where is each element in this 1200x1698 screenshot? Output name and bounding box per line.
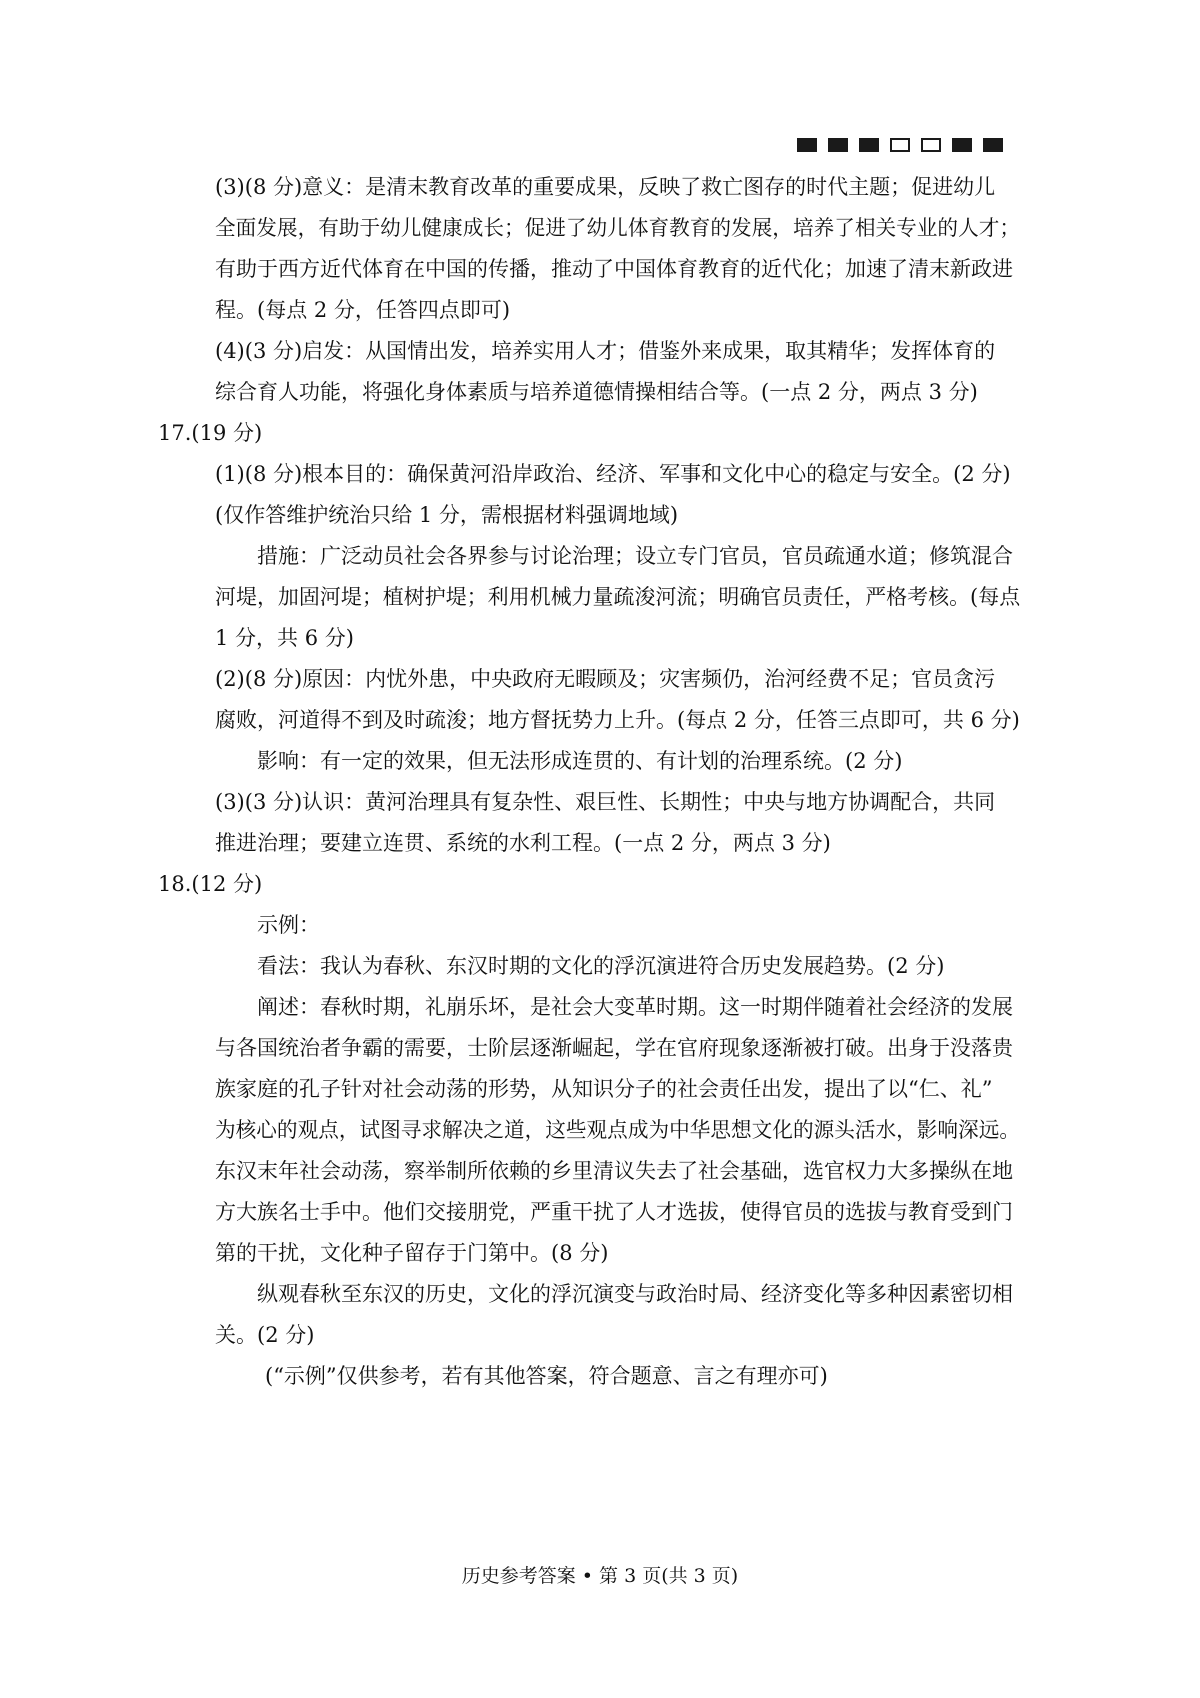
mark-7 [983, 138, 1003, 152]
text-line: 河堤，加固河堤；植树护堤；利用机械力量疏浚河流；明确官员责任，严格考核。(每点 [215, 585, 1021, 609]
text-line: 1 分，共 6 分) [215, 626, 354, 650]
text-line: (3)(3 分)认识：黄河治理具有复杂性、艰巨性、长期性；中央与地方协调配合，共同 [215, 790, 996, 814]
question-heading: 18.(12 分) [158, 872, 263, 896]
mark-1 [797, 138, 817, 152]
text-line: 阐述：春秋时期，礼崩乐坏，是社会大变革时期。这一时期伴随着社会经济的发展 [257, 995, 1013, 1019]
text-line: (1)(8 分)根本目的：确保黄河沿岸政治、经济、军事和文化中心的稳定与安全。(2 分) [215, 462, 1011, 486]
text-line: 东汉末年社会动荡，察举制所依赖的乡里清议失去了社会基础，选官权力大多操纵在地 [215, 1159, 1013, 1183]
text-line: (3)(8 分)意义：是清末教育改革的重要成果，反映了救亡图存的时代主题；促进幼儿 [215, 175, 996, 199]
question-heading: 17.(19 分) [158, 421, 263, 445]
text-line: 关。(2 分) [215, 1323, 315, 1347]
header-marks [797, 138, 1003, 152]
text-line: (2)(8 分)原因：内忧外患，中央政府无暇顾及；灾害频仍，治河经费不足；官员贪污 [215, 667, 996, 691]
text-line: 程。(每点 2 分，任答四点即可) [215, 298, 511, 322]
text-line: (4)(3 分)启发：从国情出发，培养实用人才；借鉴外来成果，取其精华；发挥体育的 [215, 339, 996, 363]
text-line: 示例： [257, 913, 320, 937]
text-line: 与各国统治者争霸的需要，士阶层逐渐崛起，学在官府现象逐渐被打破。出身于没落贵 [215, 1036, 1013, 1060]
text-line: 方大族名士手中。他们交接朋党，严重干扰了人才选拔，使得官员的选拔与教育受到门 [215, 1200, 1013, 1224]
mark-4 [890, 138, 910, 152]
mark-3 [859, 138, 879, 152]
text-line: 综合育人功能，将强化身体素质与培养道德情操相结合等。(一点 2 分，两点 3 分) [215, 380, 978, 404]
text-line: 腐败，河道得不到及时疏浚；地方督抚势力上升。(每点 2 分，任答三点即可，共 6 分) [215, 708, 1020, 732]
text-line: 看法：我认为春秋、东汉时期的文化的浮沉演进符合历史发展趋势。(2 分) [257, 954, 945, 978]
text-line: 有助于西方近代体育在中国的传播，推动了中国体育教育的近代化；加速了清末新政进 [215, 257, 1013, 281]
text-line: 为核心的观点，试图寻求解决之道，这些观点成为中华思想文化的源头活水，影响深远。 [215, 1118, 1020, 1142]
mark-5 [921, 138, 941, 152]
mark-2 [828, 138, 848, 152]
text-line: 纵观春秋至东汉的历史，文化的浮沉演变与政治时局、经济变化等多种因素密切相 [257, 1282, 1013, 1306]
text-line: 第的干扰，文化种子留存于门第中。(8 分) [215, 1241, 609, 1265]
text-line: (仅作答维护统治只给 1 分，需根据材料强调地域) [215, 503, 679, 527]
mark-6 [952, 138, 972, 152]
text-line: 族家庭的孔子针对社会动荡的形势，从知识分子的社会责任出发，提出了以“仁、礼” [215, 1077, 993, 1101]
page-footer: 历史参考答案 • 第 3 页(共 3 页) [461, 1565, 739, 1587]
text-line: 推进治理；要建立连贯、系统的水利工程。(一点 2 分，两点 3 分) [215, 831, 831, 855]
text-line: (“示例”仅供参考，若有其他答案，符合题意、言之有理亦可) [265, 1364, 828, 1388]
text-line: 影响：有一定的效果，但无法形成连贯的、有计划的治理系统。(2 分) [257, 749, 903, 773]
text-line: 措施：广泛动员社会各界参与讨论治理；设立专门官员，官员疏通水道；修筑混合 [257, 544, 1013, 568]
text-line: 全面发展，有助于幼儿健康成长；促进了幼儿体育教育的发展，培养了相关专业的人才； [215, 216, 1020, 240]
